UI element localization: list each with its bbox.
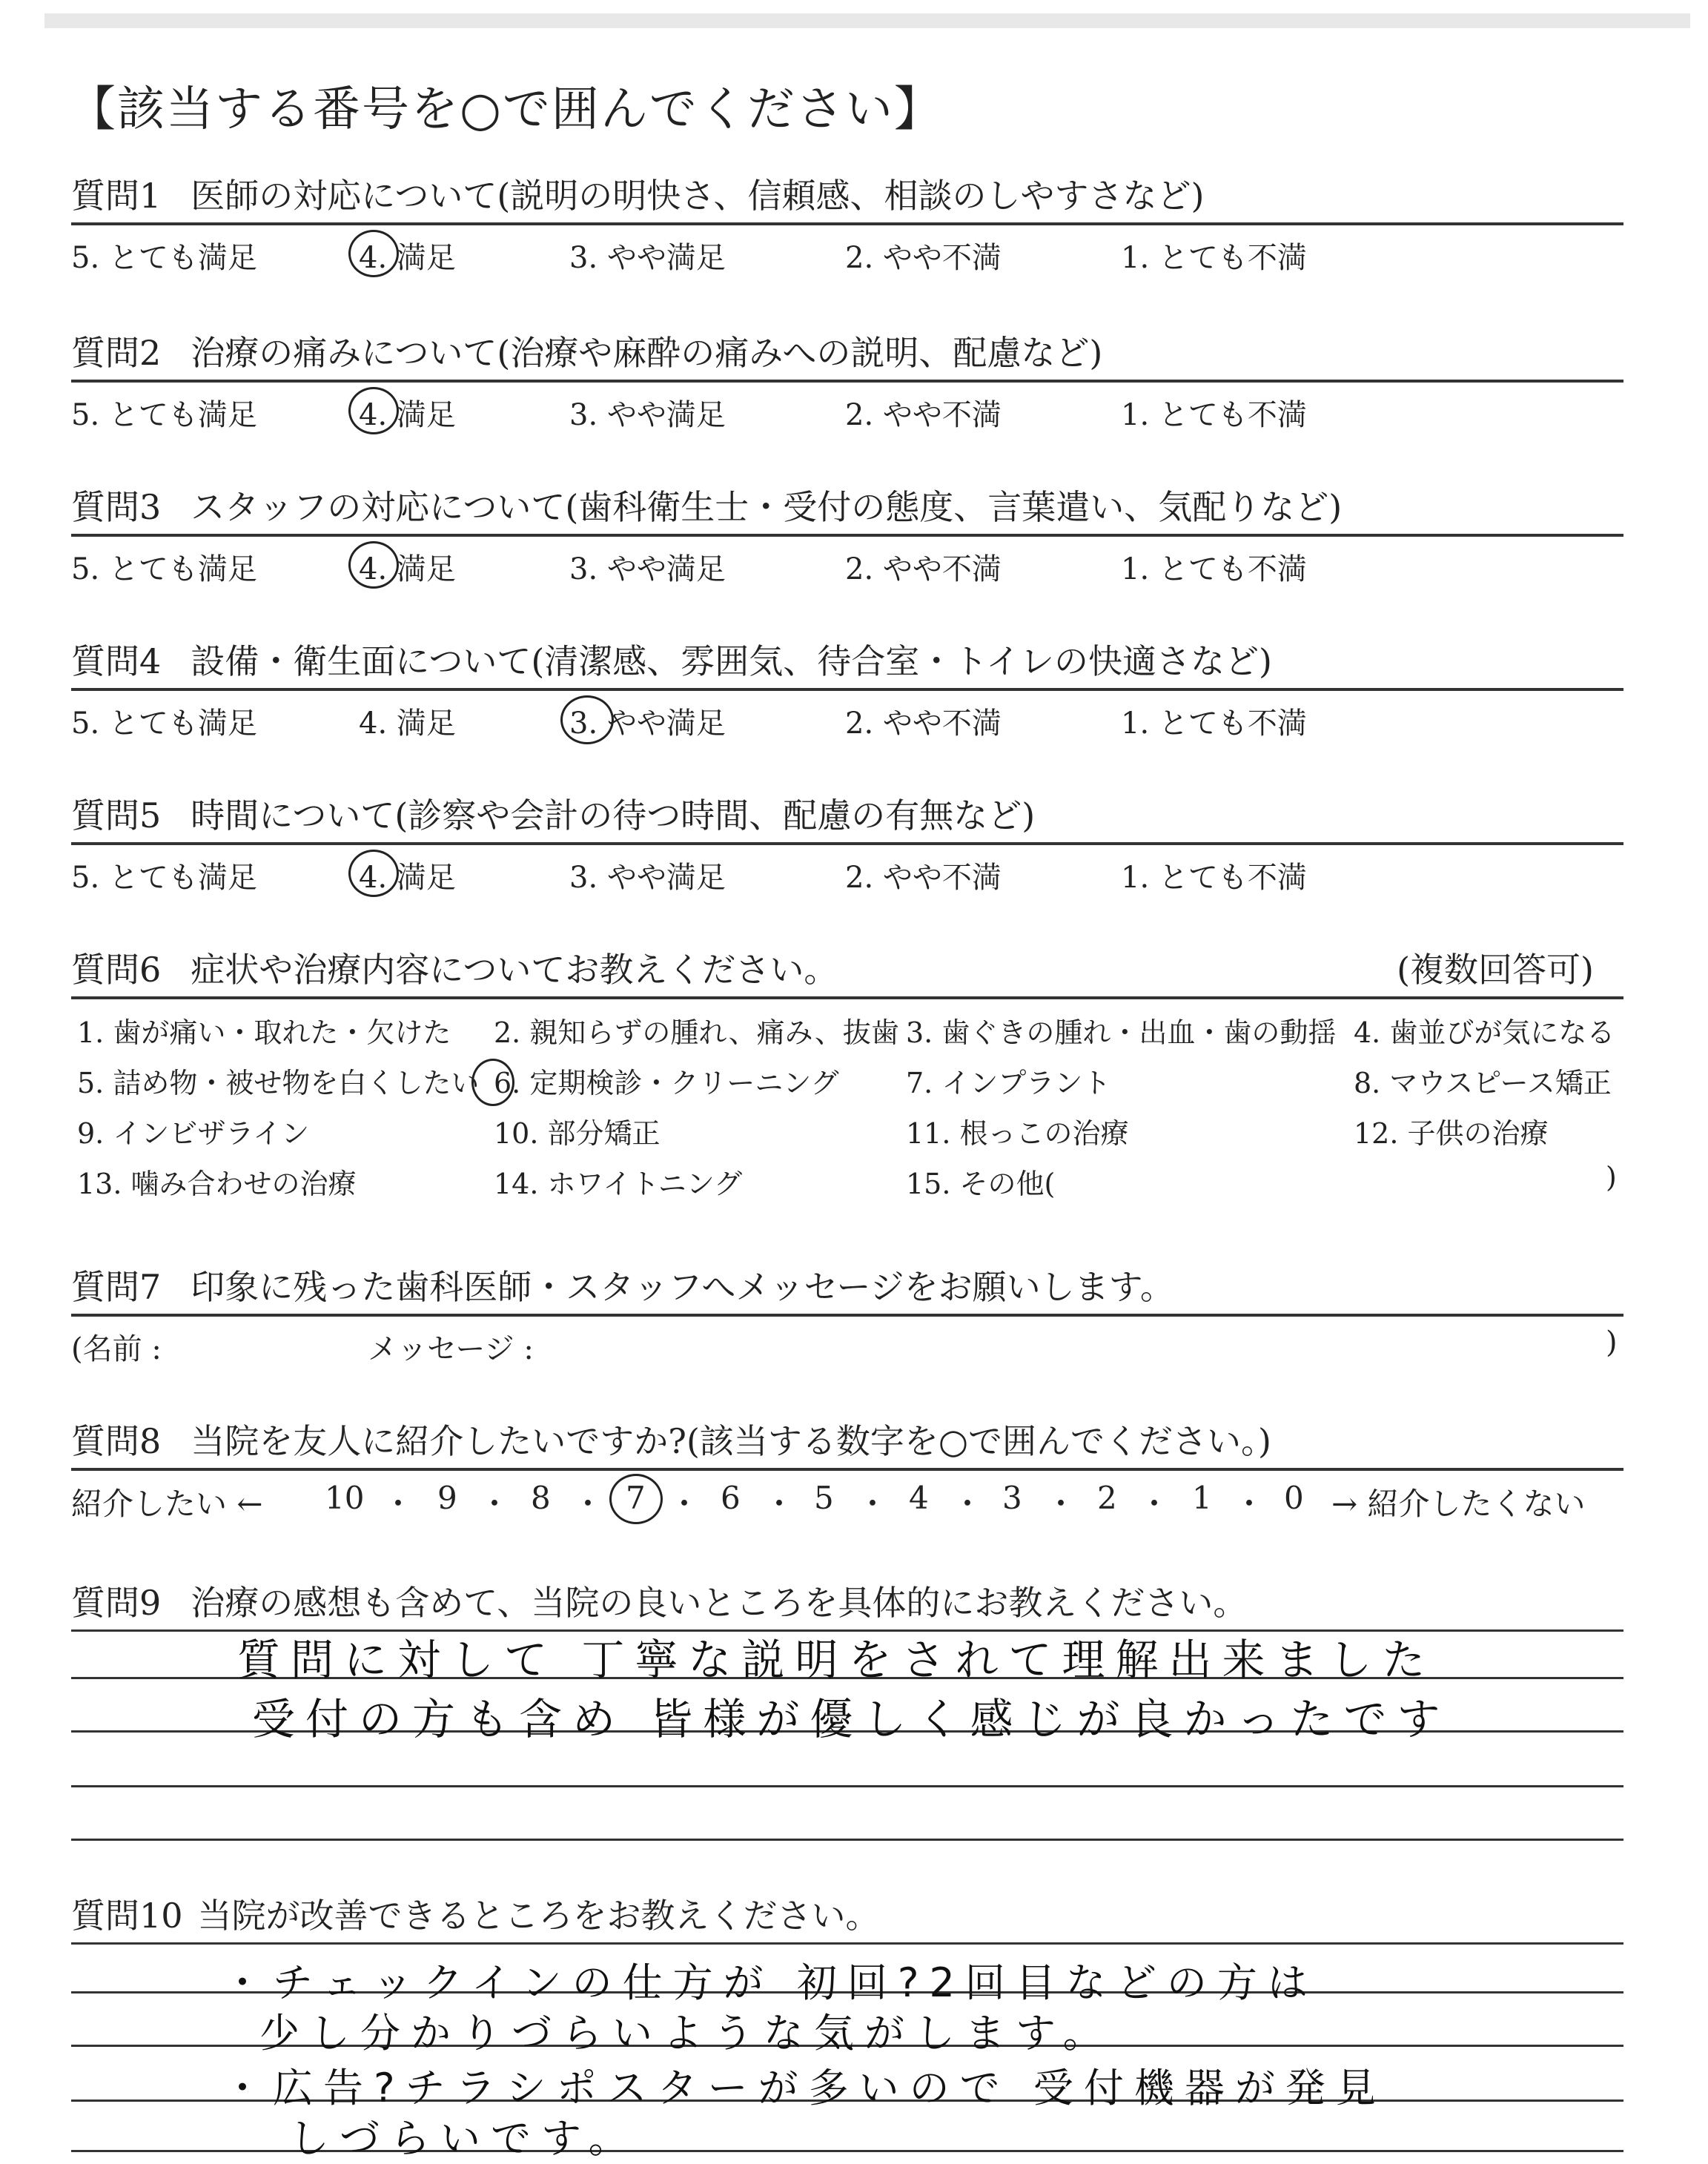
question-title — [71, 1260, 1623, 1317]
handwritten-answer-line: 少し分かりづらいような気がします。 — [259, 2010, 1113, 2057]
handwritten-answer-line: ・広告?チラシポスターが多いので 受付機器が発見 — [222, 2065, 1386, 2111]
hand-circle-mark — [609, 1474, 663, 1524]
treatment-option[interactable]: 7. インプラント — [906, 1067, 1111, 1099]
question-title — [71, 1414, 1623, 1471]
option-2[interactable]: 2. やや不満 — [845, 241, 1002, 275]
hand-circle-mark — [348, 230, 399, 277]
option-2[interactable]: 2. やや不満 — [845, 398, 1002, 432]
question-number: 質問2 — [71, 333, 162, 373]
scale-value[interactable]: 7 — [626, 1480, 646, 1516]
question-number: 質問8 — [71, 1421, 162, 1461]
question-text: 当院を友人に紹介したいですか?(該当する数字を○で囲んでください。) — [191, 1421, 1271, 1461]
rating-options — [71, 700, 1623, 747]
option-1[interactable]: 1. とても不満 — [1121, 552, 1307, 586]
option-1[interactable]: 1. とても不満 — [1121, 707, 1307, 741]
scale-value[interactable]: 6 — [721, 1480, 741, 1516]
other-close-paren: ) — [1606, 1161, 1617, 1194]
hand-circle-mark — [560, 695, 614, 744]
scale-value[interactable]: 10 — [325, 1480, 365, 1516]
rating-options — [71, 391, 1623, 439]
question-number: 質問1 — [71, 176, 162, 216]
treatment-option[interactable]: 11. 根っこの治療 — [906, 1117, 1129, 1150]
treatment-option[interactable]: 10. 部分矯正 — [494, 1117, 661, 1150]
treatment-options — [71, 1010, 1623, 1225]
treatment-option[interactable]: 5. 詰め物・被せ物を白くしたい — [77, 1067, 480, 1099]
question-text: 当院が改善できるところをお教えください。 — [197, 1896, 880, 1936]
treatment-option[interactable]: 4. 歯並びが気になる — [1354, 1016, 1615, 1049]
option-3[interactable]: 3. やや満足 — [569, 398, 726, 432]
scale-value[interactable]: 0 — [1284, 1480, 1304, 1516]
question-number: 質問9 — [71, 1583, 162, 1623]
question-4 — [71, 635, 1623, 747]
question-8 — [71, 1414, 1623, 1532]
question-2 — [71, 326, 1623, 439]
option-1[interactable]: 1. とても不満 — [1121, 241, 1307, 275]
question-text: 印象に残った歯科医師・スタッフへメッセージをお願いします。 — [191, 1267, 1174, 1307]
option-2[interactable]: 2. やや不満 — [845, 552, 1002, 586]
treatment-option[interactable]: 6. 定期検診・クリーニング — [494, 1067, 839, 1099]
option-1[interactable]: 1. とても不満 — [1121, 398, 1307, 432]
question-text: 医師の対応について(説明の明快さ、信頼感、相談のしやすさなど) — [191, 176, 1205, 216]
question-1 — [71, 169, 1623, 282]
question-title — [71, 635, 1623, 691]
scale-value[interactable]: 2 — [1097, 1480, 1117, 1516]
hand-circle-mark — [348, 850, 399, 897]
question-text: 設備・衛生面について(清潔感、雰囲気、待合室・トイレの快適さなど) — [191, 641, 1272, 681]
scale-left-label: 紹介したい ← — [71, 1486, 263, 1522]
hand-circle-mark — [471, 1059, 514, 1106]
rating-options — [71, 234, 1623, 282]
treatment-option[interactable]: 2. 親知らずの腫れ、痛み、抜歯 — [494, 1016, 899, 1049]
scale-value[interactable]: 4 — [909, 1480, 929, 1516]
hand-circle-mark — [348, 387, 399, 434]
message-label: メッセージ : — [368, 1332, 534, 1366]
option-5[interactable]: 5. とても満足 — [71, 707, 257, 741]
option-3[interactable]: 3. やや満足 — [569, 552, 726, 586]
question-text: スタッフの対応について(歯科衛生士・受付の態度、言葉遣い、気配りなど) — [191, 487, 1343, 527]
question-title — [71, 1576, 1623, 1632]
option-4[interactable]: 4. 満足 — [359, 861, 456, 895]
option-1[interactable]: 1. とても不満 — [1121, 861, 1307, 895]
treatment-option[interactable]: 13. 噛み合わせの治療 — [77, 1168, 357, 1200]
handwritten-answer-line: しづらいです。 — [289, 2115, 639, 2162]
question-number: 質問10 — [71, 1896, 183, 1936]
option-3[interactable]: 3. やや満足 — [569, 241, 726, 275]
treatment-option[interactable]: 1. 歯が痛い・取れた・欠けた — [77, 1016, 451, 1049]
treatment-option[interactable]: 3. 歯ぐきの腫れ・出血・歯の動揺 — [906, 1016, 1337, 1049]
handwritten-answer-line: ・チェックインの仕方が 初回?2回目などの方は — [222, 1959, 1318, 2006]
scan-top-edge — [44, 13, 1690, 28]
question-title — [71, 326, 1623, 383]
question-text: 治療の感想も含めて、当院の良いところを具体的にお教えください。 — [191, 1583, 1248, 1623]
option-5[interactable]: 5. とても満足 — [71, 398, 257, 432]
question-number: 質問5 — [71, 795, 162, 836]
option-5[interactable]: 5. とても満足 — [71, 861, 257, 895]
option-3[interactable]: 3. やや満足 — [569, 707, 726, 741]
scale-value[interactable]: 1 — [1192, 1480, 1212, 1516]
question-title — [71, 480, 1623, 537]
question-number: 質問4 — [71, 641, 162, 681]
name-label: (名前 : — [71, 1332, 162, 1366]
question-number: 質問7 — [71, 1267, 162, 1307]
scale-right-label: → 紹介したくない — [1331, 1486, 1586, 1522]
hand-circle-mark — [348, 541, 399, 589]
treatment-option[interactable]: 14. ホワイトニング — [494, 1168, 743, 1200]
option-4[interactable]: 4. 満足 — [359, 707, 456, 741]
question-number: 質問6 — [71, 950, 162, 990]
scale-value[interactable]: 8 — [531, 1480, 551, 1516]
recommend-scale: 紹介したい ← 10 ・ 9 ・ 8 ・ 7 ・ 6 ・ 5 ・ 4 ・ 3 ・ 2 ・ 1 ・ 0 → 紹介したくない — [71, 1480, 1623, 1532]
scale-value[interactable]: 5 — [814, 1480, 834, 1516]
writing-line — [71, 1785, 1623, 1787]
message-close-paren: ) — [1606, 1326, 1618, 1360]
option-4[interactable]: 4. 満足 — [359, 552, 456, 586]
scale-value[interactable]: 9 — [437, 1480, 457, 1516]
option-5[interactable]: 5. とても満足 — [71, 241, 257, 275]
option-2[interactable]: 2. やや不満 — [845, 861, 1002, 895]
question-10 — [71, 1889, 1623, 1945]
scale-value[interactable]: 3 — [1002, 1480, 1022, 1516]
option-4[interactable]: 4. 満足 — [359, 241, 456, 275]
question-5 — [71, 789, 1623, 901]
form-heading: 【該当する番号を○で囲んでください】 — [68, 82, 943, 137]
question-title — [71, 789, 1623, 845]
rating-options — [71, 546, 1623, 593]
question-text: 治療の痛みについて(治療や麻酔の痛みへの説明、配慮など) — [191, 333, 1103, 373]
option-4[interactable]: 4. 満足 — [359, 398, 456, 432]
question-title — [71, 943, 1623, 999]
treatment-option[interactable]: 8. マウスピース矯正 — [1354, 1067, 1612, 1099]
writing-line — [71, 1839, 1623, 1841]
multiple-answer-note: (複数回答可) — [1397, 950, 1594, 990]
question-number: 質問3 — [71, 487, 162, 527]
treatment-option[interactable]: 15. その他( — [906, 1168, 1056, 1200]
treatment-option[interactable]: 9. インビザライン — [77, 1117, 310, 1150]
question-title — [71, 1889, 1623, 1945]
question-text: 時間について(診察や会計の待つ時間、配慮の有無など) — [191, 795, 1036, 836]
option-2[interactable]: 2. やや不満 — [845, 707, 1002, 741]
question-title — [71, 169, 1623, 225]
option-3[interactable]: 3. やや満足 — [569, 861, 726, 895]
question-6 — [71, 943, 1623, 1225]
question-9 — [71, 1576, 1623, 1632]
message-line — [71, 1326, 1623, 1370]
question-3 — [71, 480, 1623, 593]
option-5[interactable]: 5. とても満足 — [71, 552, 257, 586]
question-7 — [71, 1260, 1623, 1370]
treatment-option[interactable]: 12. 子供の治療 — [1354, 1117, 1549, 1150]
question-text: 症状や治療内容についてお教えください。 — [191, 950, 838, 990]
handwritten-answer-line: 受付の方も含め 皆様が優しく感じが良かったです — [252, 1694, 1451, 1744]
handwritten-answer-line: 質問に対して 丁寧な説明をされて理解出来ました — [237, 1635, 1436, 1685]
rating-options — [71, 854, 1623, 901]
